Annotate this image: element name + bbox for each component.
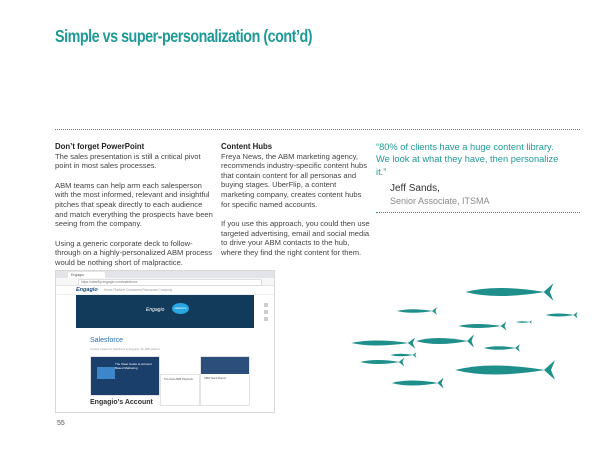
card-text: The New ABM Playbook bbox=[164, 378, 193, 381]
quote-author-role: Senior Associate, ITSMA bbox=[390, 196, 490, 206]
fish-icon bbox=[392, 378, 444, 389]
fish-icon bbox=[390, 352, 416, 358]
page-number: 55 bbox=[57, 420, 65, 427]
card-text: ABM Stack Report bbox=[204, 377, 227, 380]
fish-icon bbox=[351, 338, 415, 349]
fish-icon bbox=[546, 312, 578, 319]
section-subtitle: Content curated for Salesforce by Engagio, the ABM platform bbox=[90, 348, 161, 351]
section-title: Salesforce bbox=[90, 337, 124, 344]
quote-author: Jeff Sands, bbox=[390, 183, 440, 194]
site-logo: Engagio bbox=[76, 287, 98, 293]
hero-logo: Engagio bbox=[146, 307, 165, 313]
paragraph: The sales presentation is still a critical pivot point in most sales processes. bbox=[55, 151, 201, 171]
fish-icon bbox=[416, 334, 474, 347]
fish-icon bbox=[397, 307, 437, 315]
page-title: Simple vs super-personalization (cont’d) bbox=[55, 26, 313, 46]
card-text: The Clear Guide to Account Based Marketing bbox=[115, 362, 152, 370]
fish-icon bbox=[455, 360, 555, 380]
fish-icon bbox=[458, 322, 506, 331]
paragraph: ABM teams can help arm each salesperson with the most informed, relevant and insightful pitches that speak directly to each audience and match everything the prospects have been seeing from the company. bbox=[55, 180, 213, 229]
fish-icon bbox=[516, 320, 532, 323]
browser-tab: Engagio bbox=[68, 272, 105, 278]
column-heading: Content Hubs bbox=[221, 142, 273, 151]
nav-links: Home Platform Customers Resources Company bbox=[104, 288, 173, 292]
pull-quote: “80% of clients have a huge content library. We look at what they have, then personalize it.” bbox=[376, 142, 559, 177]
column-heading: Don’t forget PowerPoint bbox=[55, 142, 145, 151]
fish-icon bbox=[465, 283, 553, 301]
fish-icon bbox=[484, 344, 520, 352]
paragraph: Using a generic corporate deck to follow-through on a highly-personalized ABM process would be nothing short of malpractice. bbox=[55, 238, 213, 267]
paragraph: If you use this approach, you could then use targeted advertising, email and social media to drive your ABM contacts to the hub, where they find the right content for them. bbox=[221, 219, 370, 257]
url-text: https://uberflip.engagio.com/salesforce bbox=[78, 279, 262, 286]
fish-icon bbox=[360, 358, 404, 367]
paragraph: Freya News, the ABM marketing agency, recommends industry-specific content hubs that contain content for all personas and buying stages. UberFlip, a content marketing company, creates content hubs for specific named accounts. bbox=[221, 151, 368, 209]
account-label: Engagio's Account bbox=[90, 399, 153, 406]
partner-logo: salesforce bbox=[172, 303, 189, 314]
